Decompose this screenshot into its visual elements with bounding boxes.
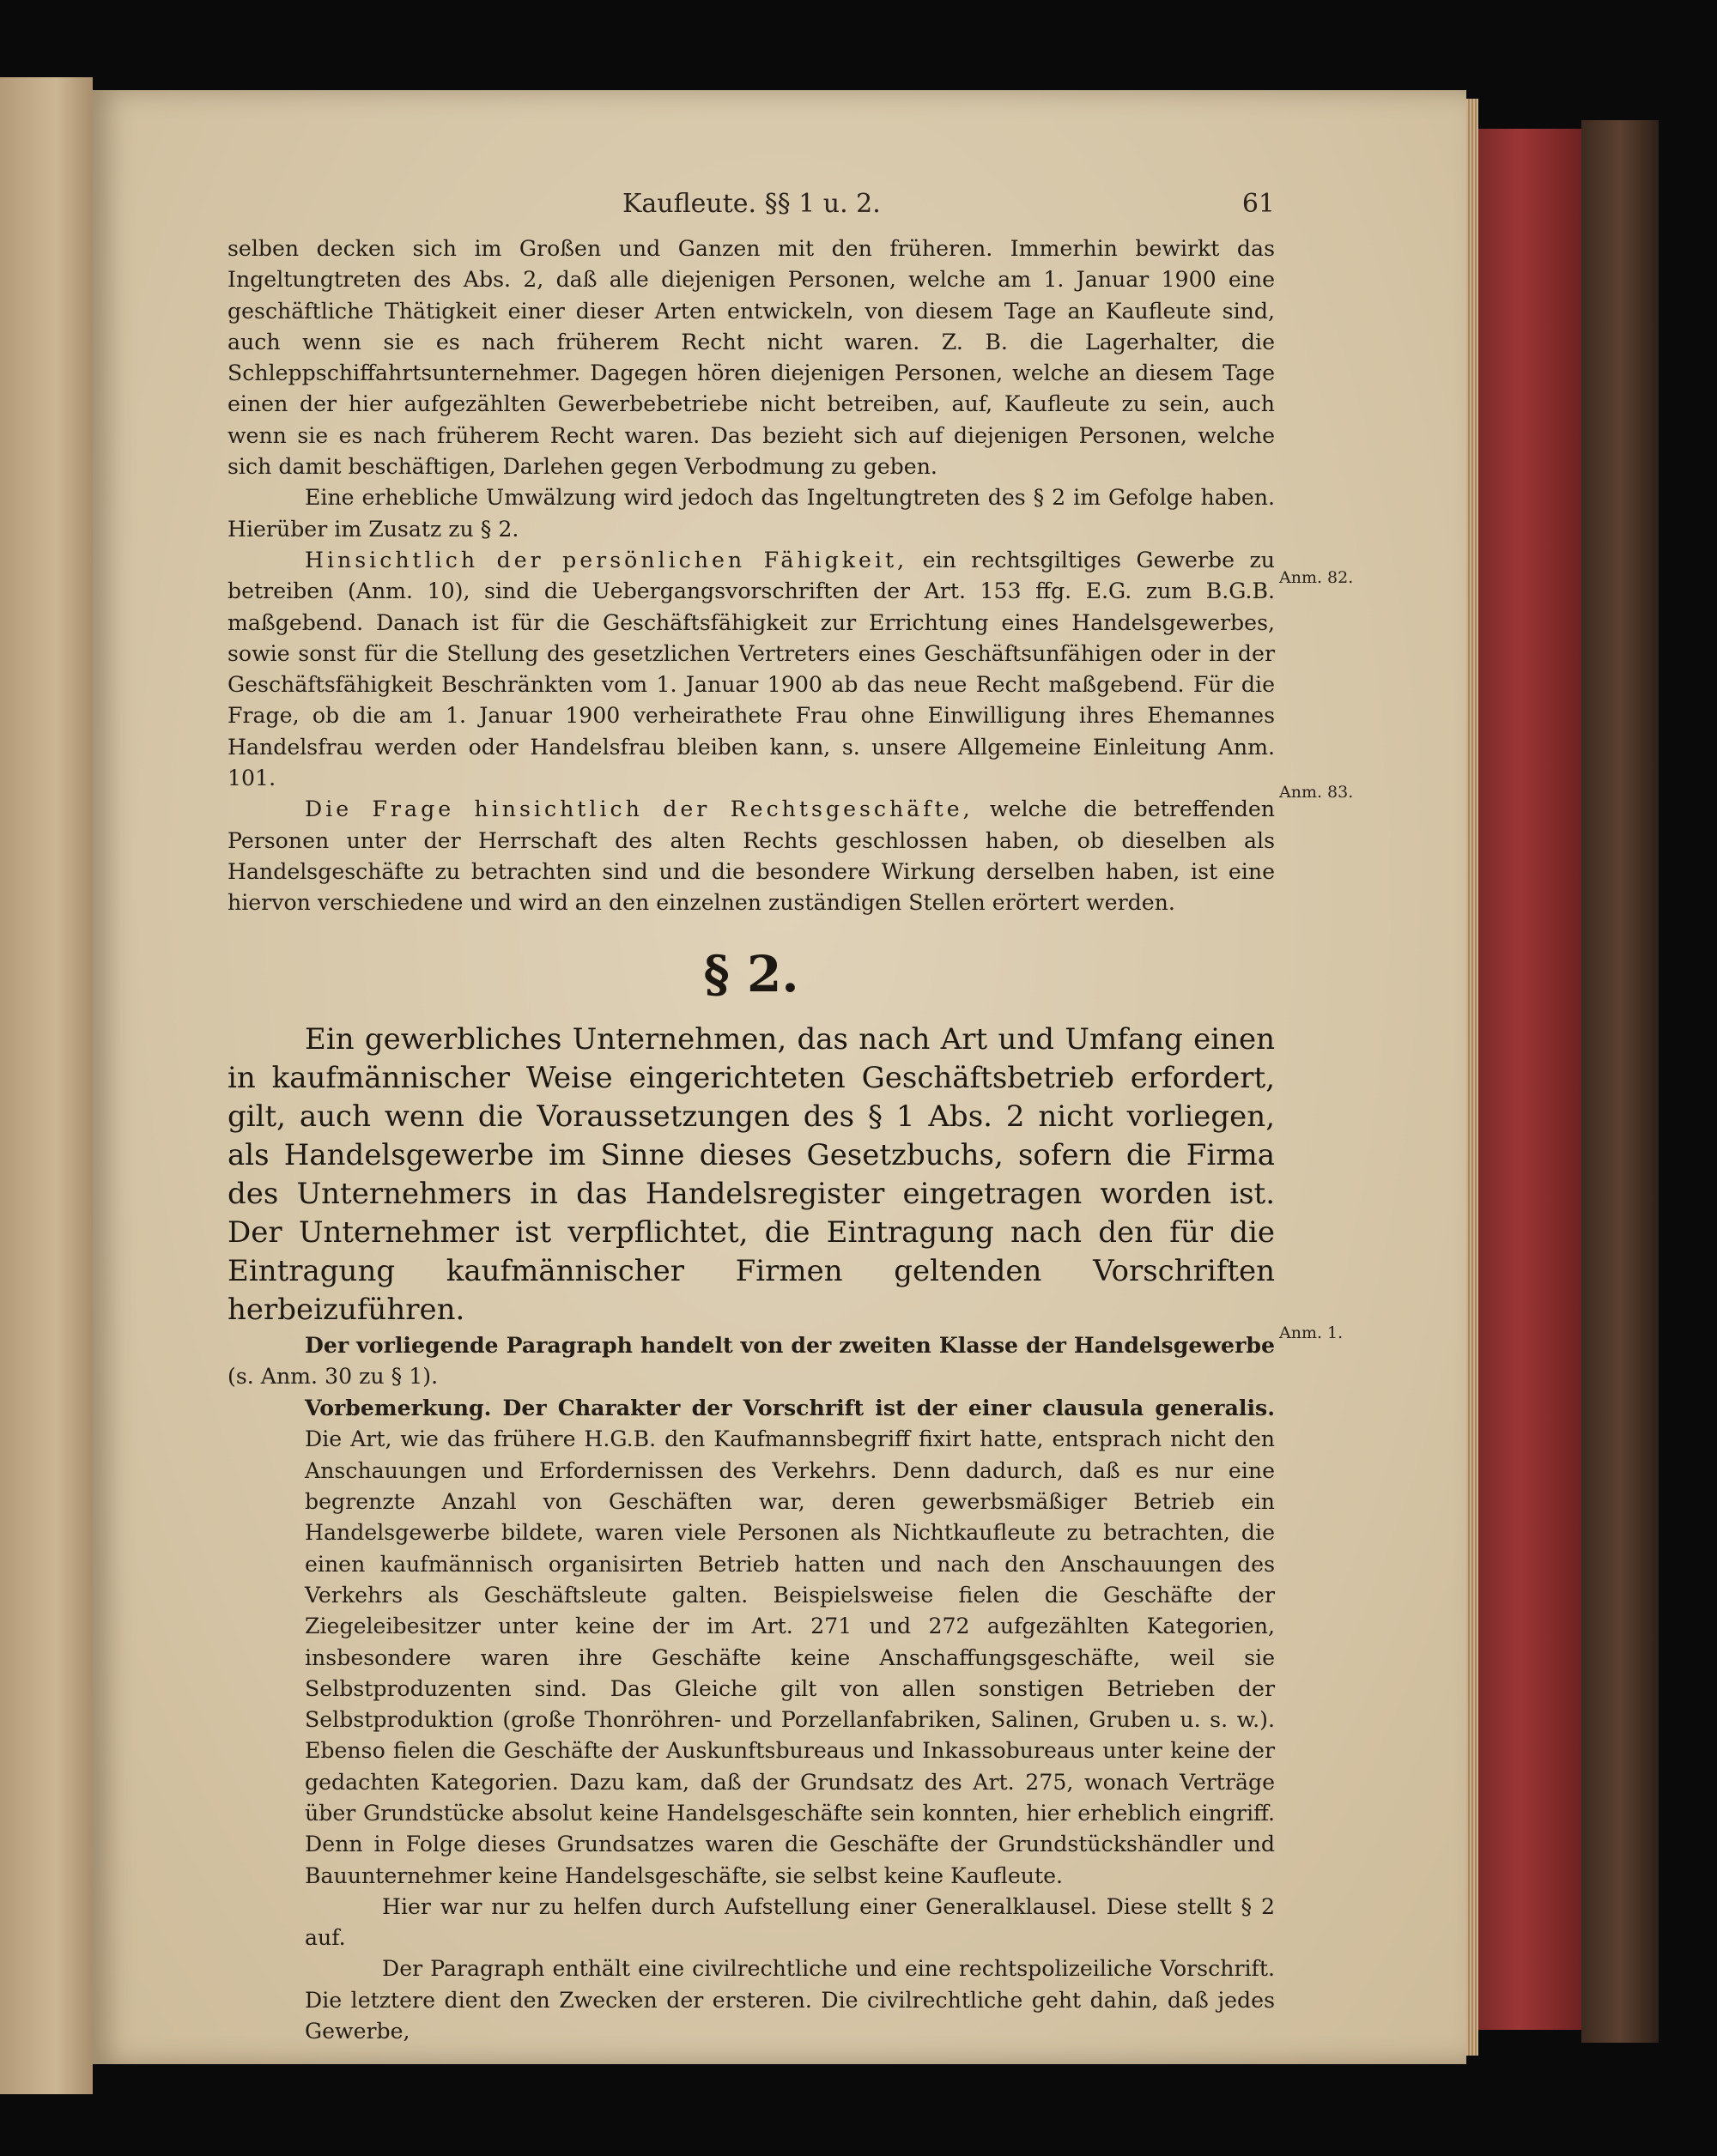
paragraph-lead: Hinsichtlich der persönlichen Fähigkeit,	[305, 547, 908, 572]
commentary-body: Die Art, wie das frühere H.G.B. den Kaufmannsbegriff fixirt hatte, entsprach nicht den Anschauungen und Erfordernissen des Verkehrs. Denn dadurch, daß es nur eine begrenzte Anzahl von Geschäften war, deren gewerbsmäßiger Betrieb ein Handelsgewerbe bildete, waren viele Personen als Nichtkaufleute zu betrachten, die einen kaufmännisch organisirten Betrieb hatten und nach den Anschauungen des Verkehrs als Geschäftsleute galten. Beispielsweise fielen die Geschäfte der Ziegeleibesitzer unter keine der im Art. 271 und 272 aufgezählten Kategorien, insbesondere waren ihre Geschäfte keine Anschaffungsgeschäfte, weil sie Selbstproduzenten sind. Das Gleiche gilt von allen sonstigen Betrieben der Selbstproduktion (große Thonröhren- und Porzellanfabriken, Salinen, Gruben u. s. w.). Ebenso fielen die Geschäfte der Auskunftsbureaus und Inkassobureaus unter keine der gedachten Kategorien. Dazu kam, daß der Grundsatz des Art. 275, wonach Verträge über Grundstücke absolut keine Handelsgeschäfte sein konnten, hier erheblich eingriff. Denn in Folge dieses Grundsatzes waren die Geschäfte der Grundstückshändler und Bauunternehmer keine Handelsgeschäfte, sie selbst keine Kaufleute.	[305, 1426, 1275, 1888]
commentary-paragraph: Hier war nur zu helfen durch Aufstellung einer Generalklausel. Diese stellt § 2 auf.	[305, 1893, 1275, 1951]
commentary-vorbemerkung	[228, 1392, 1275, 1892]
commentary-paragraph: Der Paragraph enthält eine civilrechtliche und eine rechtspolizeiliche Vorschrift. Die letztere dient den Zwecken der ersteren. Die civilrechtliche geht dahin, daß jedes Gewerbe,	[305, 1956, 1275, 2044]
commentary-bold: Der vorliegende Paragraph handelt von der zweiten Klasse der Handelsgewerbe	[305, 1331, 1275, 1358]
paragraph-lead: Die Frage hinsichtlich der Rechtsgeschäfte,	[305, 796, 974, 822]
running-title: Kaufleute. §§ 1 u. 2.	[622, 189, 881, 219]
margin-note: Anm. 83.	[1279, 783, 1354, 802]
left-page-edge	[0, 77, 93, 2094]
statute-text	[228, 1020, 1275, 1329]
page-edges	[1466, 99, 1478, 2056]
paragraph-body: welche die betreffenden Personen unter der Herrschaft des alten Rechts geschlossen haben, ob dieselben als Handelsgeschäfte zu betrachten sind und die besondere Wirkung derselben haben, ist eine hiervon verschiedene und wird an den einzelnen zuständigen Stellen erörtert werden.	[228, 796, 1275, 916]
vorbemerkung-label: Vorbemerkung.	[305, 1395, 492, 1421]
commentary-body: (s. Anm. 30 zu § 1).	[228, 1363, 439, 1389]
commentary-klasse	[228, 1329, 1275, 1393]
commentary	[228, 1329, 1275, 2048]
margin-note: Anm. 1.	[1279, 1323, 1344, 1342]
intro-paragraph: Eine erhebliche Umwälzung wird jedoch das Ingeltungtreten des § 2 im Gefolge haben. Hierüber im Zusatz zu § 2.	[228, 485, 1275, 542]
book-cover-edge	[1478, 129, 1581, 2030]
running-header	[228, 189, 1275, 233]
paragraph-rechtsgeschaefte	[228, 794, 1275, 918]
paragraph-body: ein rechtsgiltiges Gewerbe zu betreiben (Anm. 10), sind die Uebergangsvorschriften der Art. 153 ffg. E.G. zum B.G.B. maßgebend. Danach ist für die Geschäftsfähigkeit zur Errichtung eines Handelsgewerbes, sowie sonst für die Stellung des gesetzlichen Vertreters eines Geschäftsunfähigen oder in der Geschäftsfähigkeit Beschränkten vom 1. Januar 1900 ab das neue Recht maßgebend. Für die Frage, ob die am 1. Januar 1900 verheirathete Frau ohne Einwilligung ihres Ehemannes Handelsfrau werden oder Handelsfrau bleiben kann, s. unsere Allgemeine Einleitung Anm. 101.	[228, 547, 1276, 791]
section-heading: § 2.	[703, 944, 799, 1003]
paragraph-faehigkeit	[228, 545, 1275, 794]
commentary-bold: Der Charakter der Vorschrift ist der einer clausula generalis.	[491, 1395, 1275, 1421]
page-text-block	[228, 189, 1275, 2047]
margin-note: Anm. 82.	[1279, 568, 1354, 587]
law-paragraph: Ein gewerbliches Unternehmen, das nach Art und Umfang einen in kaufmännischer Weise eingerichteten Geschäftsbetrieb erfordert, gilt, auch wenn die Voraussetzungen des § 1 Abs. 2 nicht vorliegen, als Handelsgewerbe im Sinne dieses Gesetzbuchs, sofern die Firma des Unternehmers in das Handelsregister eingetragen worden ist. Der Unternehmer ist verpflichtet, die Eintragung nach den für die Eintragung kaufmännischer Firmen geltenden Vorschriften herbeizuführen.	[228, 1021, 1275, 1327]
intro-section	[228, 233, 1275, 919]
page-number: 61	[1241, 189, 1275, 219]
intro-paragraph: selben decken sich im Großen und Ganzen mit den früheren. Immerhin bewirkt das Ingeltungtreten des Abs. 2, daß alle diejenigen Personen, welche am 1. Januar 1900 eine geschäftliche Thätigkeit einer dieser Arten entwickeln, von diesem Tage an Kaufleute sind, auch wenn sie es nach früherem Recht nicht waren. Z. B. die Lagerhalter, die Schleppschiffahrtsunternehmer. Dagegen hören diejenigen Personen, welche an diesem Tage einen der hier aufgezählten Gewerbebetriebe nicht betreiben, auf, Kaufleute zu sein, auch wenn sie es nach früherem Recht waren. Das bezieht sich auf diejenigen Personen, welche sich damit beschäftigen, Darlehen gegen Verbodmung zu geben.	[228, 236, 1275, 480]
book-spine	[1581, 120, 1659, 2043]
